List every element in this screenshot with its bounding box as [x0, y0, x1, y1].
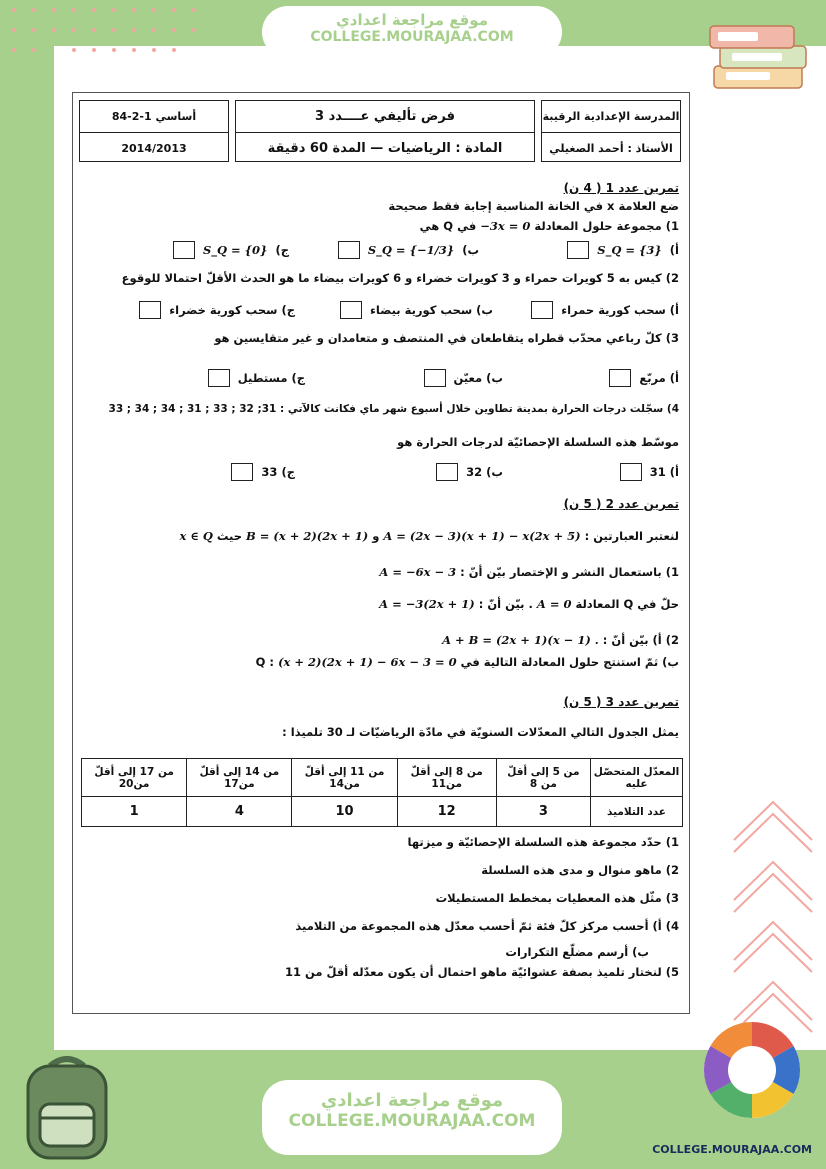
- ex2-q2b: ب) ثمّ استنتج حلول المعادلة التالية في Q : (x + 2)(2x + 1) − 6x − 3 = 0: [255, 655, 679, 669]
- ex2-q2a: 2) أ) بيّن أنّ : A + B = (2x + 1)(x − 1) .: [442, 633, 679, 647]
- checkbox-q1-c[interactable]: [173, 241, 195, 259]
- site-url[interactable]: COLLEGE.MOURAJAA.COM: [310, 29, 514, 45]
- exam-title-box: [235, 100, 535, 162]
- decorative-dots: [6, 4, 206, 64]
- checkbox-q4-a[interactable]: [620, 463, 642, 481]
- grades-table: [81, 758, 683, 827]
- checkbox-q3-c[interactable]: [208, 369, 230, 387]
- q4-text2: موسّط هذه السلسلة الإحصائيّة لدرجات الحرارة هو: [397, 435, 679, 449]
- school-box: [541, 100, 681, 162]
- site-banner-top[interactable]: [262, 6, 562, 58]
- checkbox-q3-a[interactable]: [609, 369, 631, 387]
- education-wheel-icon: [700, 1018, 804, 1122]
- q3-text: 3) كلّ رباعي محدّب قطراه يتقاطعان في المنتصف و متعامدان و غير متقايسين هو: [214, 331, 679, 345]
- exercise2-intro: لنعتبر العبارتين : A = (2x − 3)(x + 1) − x(2x + 5) و B = (x + 2)(2x + 1) حيث x ∈ Q: [179, 529, 679, 543]
- exam-paper: [72, 92, 690, 1014]
- checkbox-q2-a[interactable]: [531, 301, 553, 319]
- school-name: المدرسة الإعدادية الرقيبة: [542, 110, 680, 123]
- site-name: موقع مراجعة اعدادي: [336, 11, 488, 29]
- site-name: موقع مراجعة اعدادي: [320, 1090, 504, 1111]
- table-cell: 4: [187, 797, 292, 827]
- q4-option-a: أ) 31: [620, 463, 679, 481]
- school-year: 2014/2013: [80, 132, 228, 163]
- q3-option-c: ج) مستطيل: [208, 369, 305, 387]
- ex3-q1: 1) حدّد مجموعة هذه السلسلة الإحصائيّة و ميزتها: [407, 835, 679, 849]
- q4-text: 4) سجّلت درجات الحرارة بمدينة تطاوين خلال أسبوع شهر ماي فكانت كالآتي : 31; 32 ; 33 ; 31 ; 34 ; 34 ; 33: [108, 403, 679, 415]
- table-cell: من 14 إلى أقلّ من17: [187, 759, 292, 797]
- chevron-up-icon: [728, 790, 818, 1040]
- class-box: [79, 100, 229, 162]
- ex3-q5: 5) لنختار تلميذ بصفة عشوائيّة ماهو احتمال أن يكون معدّله أقلّ من 11: [284, 965, 679, 979]
- q2-option-c: ج) سحب كورية خضراء: [139, 301, 295, 319]
- exercise3-intro: يمثل الجدول التالي المعدّلات السنويّة في مادّة الرياضيّات لـ 30 تلميذا :: [282, 725, 679, 739]
- q1-text: 1) مجموعة حلول المعادلة −3x = 0 في Q هي: [419, 219, 679, 233]
- frame-left: [0, 0, 54, 1169]
- checkbox-q1-b[interactable]: [338, 241, 360, 259]
- site-url[interactable]: COLLEGE.MOURAJAA.COM: [288, 1111, 536, 1131]
- ex2-q1c: حلّ في Q المعادلة A = 0 . بيّن أنّ : A = −3(2x + 1): [379, 597, 679, 611]
- teacher-name: الأستاذ : أحمد الصغيلي: [542, 132, 680, 163]
- class-level: 8أساسي 1-2-4: [111, 110, 197, 123]
- checkbox-q3-b[interactable]: [424, 369, 446, 387]
- backpack-icon: [12, 1052, 122, 1164]
- table-row-counts: [82, 797, 683, 827]
- site-banner-bottom[interactable]: [262, 1080, 562, 1155]
- q4-option-b: ب) 32: [436, 463, 503, 481]
- ex2-q1: 1) باستعمال النشر و الإختصار بيّن أنّ : A = −6x − 3: [379, 565, 679, 579]
- q1-option-c: ج) S_Q = {0}: [173, 241, 289, 259]
- checkbox-q2-c[interactable]: [139, 301, 161, 319]
- table-cell: من 11 إلى أقلّ من14: [292, 759, 397, 797]
- q1-option-a: أ) S_Q = {3}: [567, 241, 679, 259]
- checkbox-q1-a[interactable]: [567, 241, 589, 259]
- exam-title: فرض تأليفي عــــدد 3: [315, 109, 456, 124]
- exercise2-title: تمرين عدد 2 ( 5 ن): [563, 497, 679, 511]
- ex3-q4b: ب) أرسم مضلّع التكرارات: [505, 945, 649, 959]
- table-cell: 12: [397, 797, 496, 827]
- table-row-classes: [82, 759, 683, 797]
- exercise1-instruction: ضع العلامة x في الخانة المناسبة إجابة فقط صحيحة: [388, 199, 679, 213]
- table-cell: 3: [496, 797, 590, 827]
- exercise1-title: تمرين عدد 1 ( 4 ن): [563, 181, 679, 195]
- exercise3-title: تمرين عدد 3 ( 5 ن): [563, 695, 679, 709]
- q2-option-a: أ) سحب كورية حمراء: [531, 301, 679, 319]
- books-icon: [706, 14, 816, 94]
- q4-option-c: ج) 33: [231, 463, 295, 481]
- ex3-q3: 3) مثّل هذه المعطيات بمخطط المستطيلات: [435, 891, 679, 905]
- table-cell: من 5 إلى أقلّ من 8: [496, 759, 590, 797]
- checkbox-q2-b[interactable]: [340, 301, 362, 319]
- table-cell: من 8 إلى أقلّ من11: [397, 759, 496, 797]
- ex3-q4a: 4) أ) أحسب مركز كلّ فئة ثمّ أحسب معدّل هذه المجموعة من التلاميذ: [295, 919, 679, 933]
- q2-text: 2) كيس به 5 كويرات حمراء و 3 كويرات خضراء و 6 كويرات بيضاء ما هو الحدث الأقلّ احتمالا للوقوع: [121, 271, 679, 285]
- q3-option-a: أ) مربّع: [609, 369, 679, 387]
- table-cell: 10: [292, 797, 397, 827]
- q3-option-b: ب) معيّن: [424, 369, 503, 387]
- checkbox-q4-b[interactable]: [436, 463, 458, 481]
- q2-option-b: ب) سحب كورية بيضاء: [340, 301, 493, 319]
- table-cell: 1: [82, 797, 187, 827]
- corner-url[interactable]: COLLEGE.MOURAJAA.COM: [652, 1143, 812, 1156]
- ex3-q2: 2) ماهو منوال و مدى هذه السلسلة: [481, 863, 679, 877]
- subject-duration: المادة : الرياضيات — المدة 60 دقيقة: [236, 132, 534, 163]
- q1-option-b: ب) S_Q = {−1/3}: [338, 241, 479, 259]
- table-cell: من 17 إلى أقلّ من20: [82, 759, 187, 797]
- table-header-label: المعدّل المتحصّل عليه: [591, 759, 683, 797]
- checkbox-q4-c[interactable]: [231, 463, 253, 481]
- table-count-label: عدد التلاميذ: [591, 797, 683, 827]
